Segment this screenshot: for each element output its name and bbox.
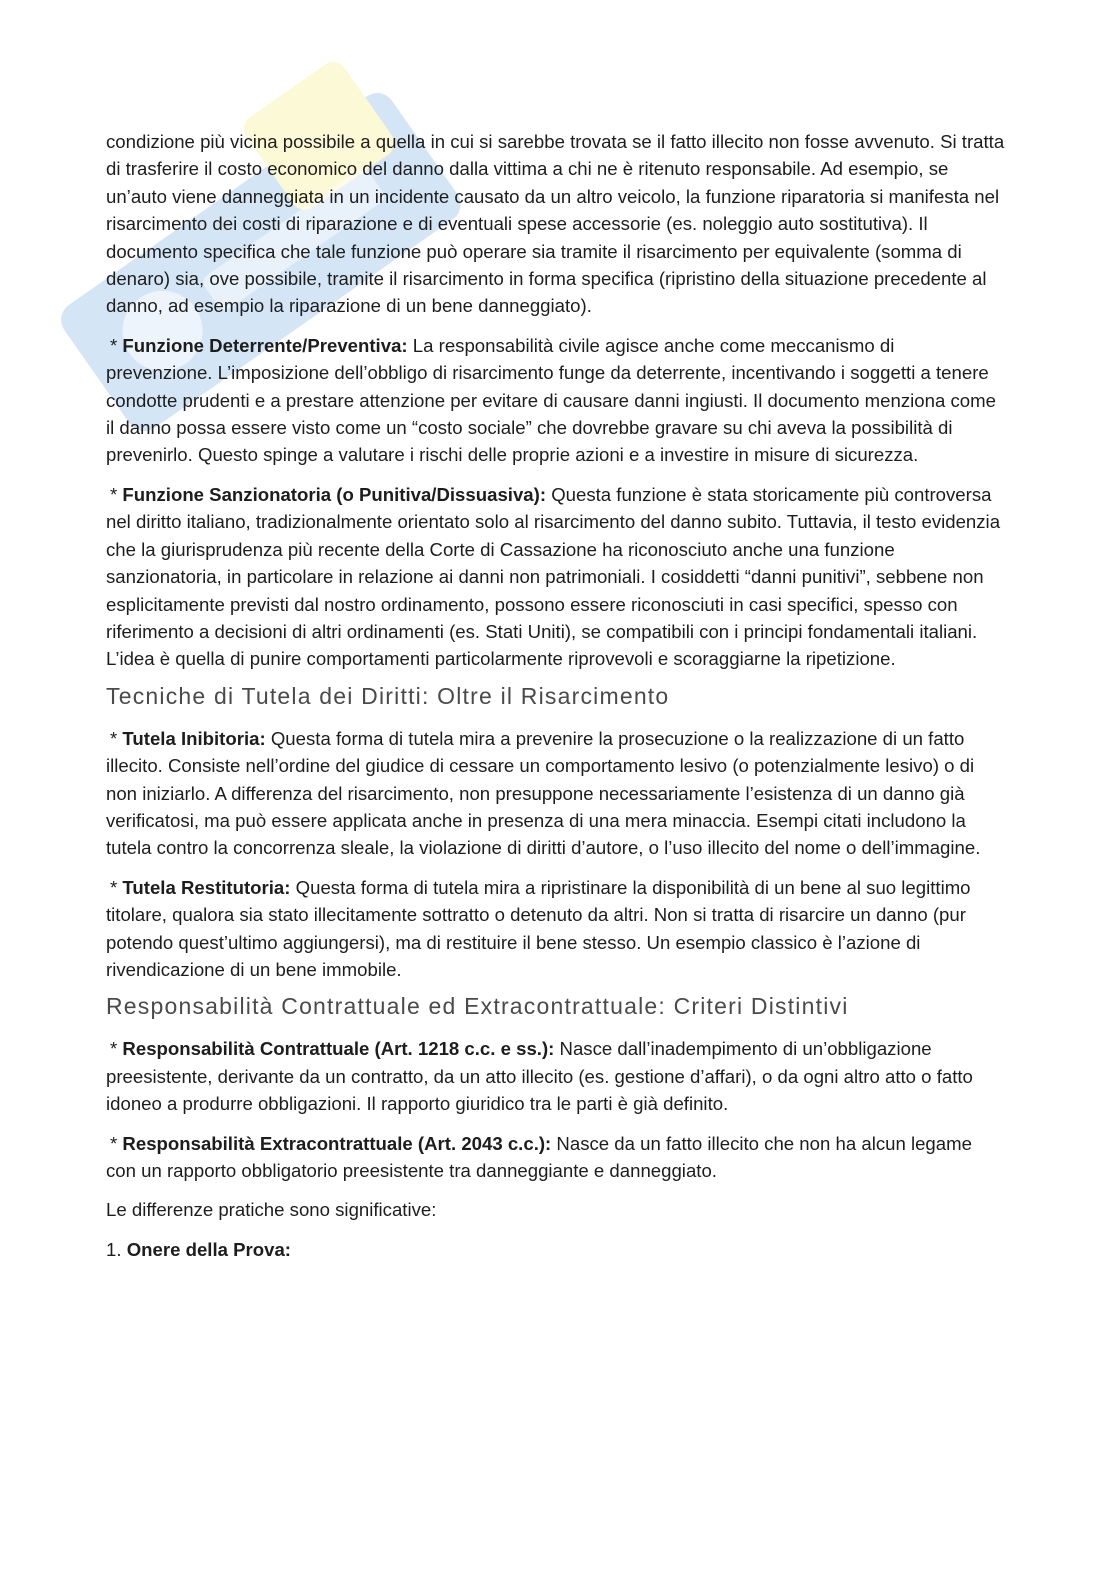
- bullet-text: Nasce da un fatto illecito che non ha alcun legame con un rapporto obbligatorio preesistente tra danneggiante e danneggiato.: [106, 1132, 972, 1181]
- bullet-text: Nasce dall’inadempimento di un’obbligazione preesistente, derivante da un contratto, da un atto illecito (es. gestione d’affari), o da ogni altro atto o fatto idoneo a produrre obbligazioni. Il rapporto giuridico tra le parti è già definito.: [106, 1038, 973, 1115]
- bullet-text: Questa forma di tutela mira a ripristinare la disponibilità di un bene al suo legittimo titolare, qualora sia stato illecitamente sottratto o detenuto da altri. Non si tratta di risarcire un danno (pur potendo quest’ultimo aggiungersi), ma di restituire il bene stesso. Un esempio classico è l’azione di rivendicazione di un bene immobile.: [106, 876, 971, 980]
- paragraph-differenze: Le differenze pratiche sono significative:: [106, 1199, 437, 1221]
- item-title: Onere della Prova:: [126, 1238, 291, 1260]
- document-body: [106, 128, 1006, 1275]
- bullet-title: Funzione Deterrente/Preventiva:: [122, 334, 408, 356]
- section-heading-tutela: Tecniche di Tutela dei Diritti: Oltre il Risarcimento: [106, 682, 670, 709]
- bullet-marker: *: [110, 334, 118, 356]
- bullet-text: Questa forma di tutela mira a prevenire la prosecuzione o la realizzazione di un fatto illecito. Consiste nell’ordine del giudice di cessare un comportamento lesivo (o potenzialmente lesivo) o di non iniziarlo. A differenza del risarcimento, non presuppone necessariamente l’esistenza di un danno già verificatosi, ma può essere applicata anche in presenza di una mera minaccia. Esempi citati includono la tutela contro la concorrenza sleale, la violazione di diritti d’autore, o l’uso illecito del nome o dell’immagine.: [106, 727, 981, 859]
- bullet-marker: *: [110, 483, 118, 505]
- bullet-marker: *: [110, 1038, 118, 1060]
- bullet-deterrente: [106, 332, 1006, 469]
- numbered-item-onere: [106, 1236, 1006, 1263]
- bullet-extracontrattuale: [106, 1130, 1006, 1185]
- bullet-title: Tutela Restitutoria:: [122, 876, 291, 898]
- bullet-text: La responsabilità civile agisce anche come meccanismo di prevenzione. L’imposizione dell’obbligo di risarcimento funge da deterrente, incentivando i soggetti a tenere condotte prudenti e a prestare attenzione per evitare di causare danni ingiusti. Il documento menziona come il danno possa essere visto come un “costo sociale” che dovrebbe gravare su chi aveva la possibilità di prevenirlo. Questo spinge a valutare i rischi delle proprie azioni e a investire in misure di sicurezza.: [106, 334, 996, 466]
- section-heading-responsabilita: Responsabilità Contrattuale ed Extracontrattuale: Criteri Distintivi: [106, 993, 849, 1020]
- bullet-restitutoria: [106, 874, 1006, 984]
- paragraph-intro: condizione più vicina possibile a quella in cui si sarebbe trovata se il fatto illecito non fosse avvenuto. Si tratta di trasferire il costo economico del danno dalla vittima a chi ne è ritenuto responsabile. Ad esempio, se un’auto viene danneggiata in un incidente causato da un altro veicolo, la funzione riparatoria si manifesta nel risarcimento dei costi di riparazione e di eventuali spese accessorie (es. noleggio auto sostitutiva). Il documento specifica che tale funzione può operare sia tramite il risarcimento per equivalente (somma di denaro) sia, ove possibile, tramite il risarcimento in forma specifica (ripristino della situazione precedente al danno, ad esempio la riparazione di un bene danneggiato).: [106, 131, 1005, 317]
- bullet-title: Funzione Sanzionatoria (o Punitiva/Dissuasiva):: [122, 483, 547, 505]
- bullet-marker: *: [110, 727, 118, 749]
- bullet-title: Tutela Inibitoria:: [122, 727, 266, 749]
- bullet-marker: *: [110, 876, 118, 898]
- bullet-inibitoria: [106, 725, 1006, 862]
- bullet-contrattuale: [106, 1035, 1006, 1117]
- bullet-title: Responsabilità Contrattuale (Art. 1218 c.c. e ss.):: [122, 1038, 555, 1060]
- item-number: 1.: [106, 1238, 122, 1260]
- bullet-sanzionatoria: [106, 481, 1006, 673]
- bullet-marker: *: [110, 1132, 118, 1154]
- bullet-text: Questa funzione è stata storicamente più controversa nel diritto italiano, tradizionalmente orientato solo al risarcimento del danno subito. Tuttavia, il testo evidenzia che la giurisprudenza più recente della Corte di Cassazione ha riconosciuto anche una funzione sanzionatoria, in particolare in relazione ai danni non patrimoniali. I cosiddetti “danni punitivi”, sebbene non esplicitamente previsti dal nostro ordinamento, possono essere riconosciuti in casi specifici, spesso con riferimento a decisioni di altri ordinamenti (es. Stati Uniti), se compatibili con i principi fondamentali italiani. L’idea è quella di punire comportamenti particolarmente riprovevoli e scoraggiarne la ripetizione.: [106, 483, 1001, 670]
- bullet-title: Responsabilità Extracontrattuale (Art. 2043 c.c.):: [122, 1132, 552, 1154]
